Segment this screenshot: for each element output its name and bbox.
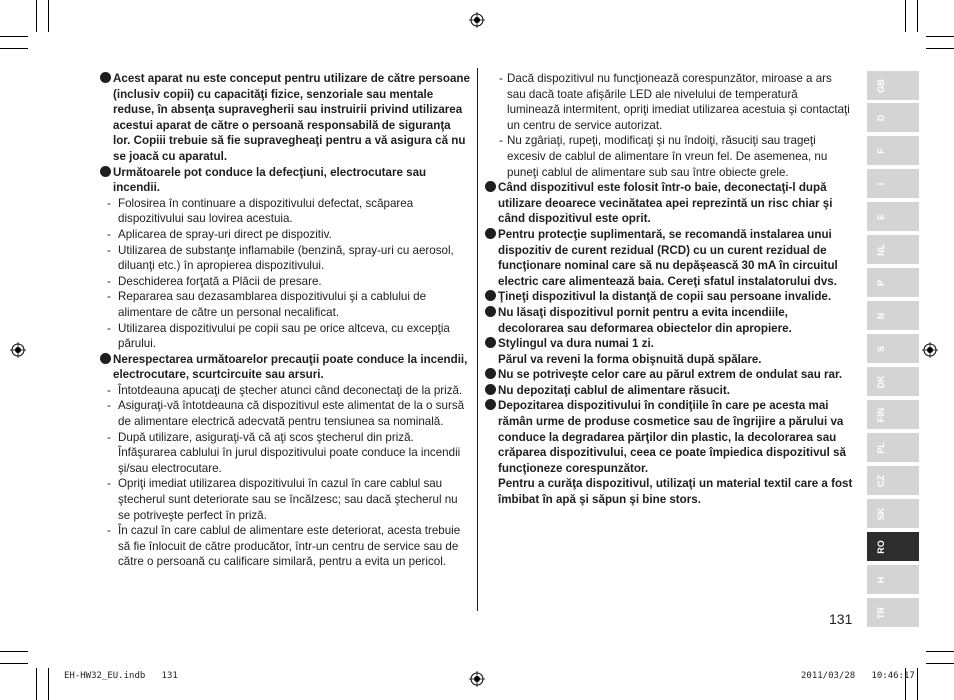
dash-marker: - xyxy=(107,430,111,444)
bullet-icon xyxy=(485,368,496,379)
crop-mark xyxy=(926,663,954,664)
bullet-paragraph xyxy=(485,180,853,227)
language-tab xyxy=(867,103,919,132)
bullet-text: Nu lăsaţi dispozitivul pornit pentru a evita incendiile, decolorarea sau deformarea obiectelor din apropiere. xyxy=(498,305,792,335)
dash-marker: - xyxy=(107,399,111,413)
language-tab xyxy=(867,499,919,528)
language-tab xyxy=(867,433,919,462)
dash-text: După utilizare, asiguraţi-vă că aţi scos ştecherul din priză. Înfăşurarea cablului în jurul dispozitivului poate conduce la incendii şi/sau electrocutare. xyxy=(118,430,461,475)
dash-marker: - xyxy=(499,72,503,85)
language-tab xyxy=(867,598,919,627)
dash-item xyxy=(492,71,853,133)
footer-time: 10:46:17 xyxy=(871,671,915,681)
bullet-icon xyxy=(485,306,496,317)
registration-mark-icon xyxy=(922,342,938,358)
bullet-paragraph xyxy=(100,165,470,196)
dash-text: Asiguraţi-vă întotdeauna că dispozitivul este alimentat de la o sursă de alimentare electrică adecvată pentru tensiunea sa nominală. xyxy=(118,399,465,429)
bullet-text: Nu depozitaţi cablul de alimentare răsucit. xyxy=(498,383,730,397)
language-tab-label: I xyxy=(876,182,886,185)
crop-mark xyxy=(48,0,49,32)
crop-mark xyxy=(0,663,28,664)
bullet-text: Pentru protecţie suplimentară, se recomandă instalarea unui dispozitiv de curent rezidual (RCD) cu un curent rezidual de funcţionare nominal care să nu depăşească 30 mA în circuitul electric care alimentează baia. Cereţi sfatul instalatorului dvs. xyxy=(498,227,838,288)
bullet-text: Nu se potriveşte celor care au părul extrem de ondulat sau rar. xyxy=(498,368,843,382)
bullet-icon xyxy=(100,166,111,177)
crop-mark xyxy=(926,651,954,652)
crop-mark xyxy=(905,0,906,32)
bullet-paragraph xyxy=(485,305,853,336)
dash-marker: - xyxy=(499,134,503,148)
language-tab-label: FIN xyxy=(876,407,886,422)
registration-mark-icon xyxy=(10,342,26,358)
dash-marker: - xyxy=(107,383,111,397)
language-tab xyxy=(867,334,919,363)
bullet-icon xyxy=(485,181,496,192)
language-tab-label: F xyxy=(876,147,886,154)
crop-mark xyxy=(926,36,954,37)
continuation-paragraph xyxy=(485,476,853,507)
registration-mark-icon xyxy=(469,671,485,687)
language-tab-label: NL xyxy=(876,243,886,256)
dash-item xyxy=(107,274,470,290)
left-column xyxy=(100,71,470,570)
dash-item xyxy=(107,476,470,523)
bullet-text: Nerespectarea următoarelor precauţii poate conduce la incendii, electrocutare, scurtcircuite sau arsuri. xyxy=(113,352,468,382)
crop-mark xyxy=(0,36,28,37)
language-tab xyxy=(867,71,919,100)
dash-marker: - xyxy=(107,274,111,288)
bullet-paragraph xyxy=(485,367,853,383)
footer-file-page: 131 xyxy=(161,671,178,681)
language-tab xyxy=(867,367,919,396)
bullet-icon xyxy=(100,72,111,83)
bullet-paragraph xyxy=(485,398,853,476)
dash-item xyxy=(107,398,470,429)
language-tab xyxy=(867,202,919,231)
bullet-text: Când dispozitivul este folosit într-o baie, deconectaţi-l după utilizare deoarece vecinătatea apei reprezintă un risc chiar şi când dispozitivul este oprit. xyxy=(498,181,833,226)
dash-marker: - xyxy=(107,524,111,538)
language-tab-label: D xyxy=(876,114,886,121)
language-tab xyxy=(867,565,919,594)
language-tab-label: H xyxy=(876,576,886,583)
dash-text: Opriţi imediat utilizarea dispozitivului în cazul în care cablul sau ştecherul sunt deteriorate sau se încălzesc; sau dacă ştecherul nu se potriveşte perfect în priză. xyxy=(118,477,458,522)
crop-mark xyxy=(0,651,28,652)
bullet-text: Stylingul va dura numai 1 zi. xyxy=(498,337,654,351)
language-tab-label: GB xyxy=(876,78,886,93)
dash-item xyxy=(107,243,470,274)
dash-text: Nu zgâriaţi, rupeţi, modificaţi şi nu îndoiţi, răsuciţi sau trageţi excesiv de cablul de alimentare în vreun fel. De asemenea, nu puneţi cablul de alimentare sub sau între obiecte grele. xyxy=(507,134,828,179)
bullet-icon xyxy=(485,337,496,348)
crop-mark xyxy=(917,668,918,700)
right-column xyxy=(485,71,853,508)
dash-text: Utilizarea de substanţe inflamabile (benzină, spray-uri cu aerosol, diluanţi etc.) în apropierea dispozitivului. xyxy=(118,243,454,273)
dash-text: Dacă dispozitivul nu funcţionează corespunzător, miroase a ars sau dacă toate afişările LED ale nivelului de temperatură luminează intermitent, opriţi imediat utilizarea acestuia şi contactaţi un centru de service autorizat. xyxy=(507,72,850,132)
footer-file xyxy=(64,671,178,681)
dash-marker: - xyxy=(107,477,111,491)
continuation-paragraph xyxy=(485,352,853,368)
bullet-paragraph xyxy=(100,71,470,165)
dash-item xyxy=(107,430,470,477)
bullet-paragraph xyxy=(485,383,853,399)
language-tab-label: PL xyxy=(876,441,886,454)
footer-timestamp xyxy=(801,671,915,681)
language-tab xyxy=(867,268,919,297)
language-tab-label: E xyxy=(876,213,886,220)
paragraph-text: Părul va reveni la forma obişnuită după spălare. xyxy=(498,352,762,366)
dash-marker: - xyxy=(107,196,111,210)
language-tab-label: CZ xyxy=(876,474,886,487)
dash-marker: - xyxy=(107,243,111,257)
dash-marker: - xyxy=(107,227,111,241)
language-tab-label: DK xyxy=(876,375,886,388)
dash-text: Utilizarea dispozitivului pe copii sau pe orice altceva, cu excepţia părului. xyxy=(118,321,450,351)
dash-text: În cazul în care cablul de alimentare este deteriorat, acesta trebuie să fie înlocuit de către producător, într-un centru de service sau de către o persoană cu calificare similară, pentru a evita un pericol. xyxy=(118,524,461,569)
bullet-icon xyxy=(485,399,496,410)
bullet-icon xyxy=(100,353,111,364)
dash-item xyxy=(107,196,470,227)
bullet-text: Ţineţi dispozitivul la distanţă de copii sau persoane invalide. xyxy=(498,290,832,304)
language-tab-label: N xyxy=(876,312,886,319)
dash-item xyxy=(492,133,853,180)
crop-mark xyxy=(926,48,954,49)
registration-mark-icon xyxy=(469,12,485,28)
language-tab xyxy=(867,466,919,495)
bullet-text: Următoarele pot conduce la defecţiuni, electrocutare sau incendii. xyxy=(113,165,427,195)
language-tab-label: P xyxy=(876,279,886,286)
bullet-text: Depozitarea dispozitivului în condiţiile în care pe acesta mai rămân urme de produse cosmetice sau de îngrijire a părului va conduce la degradarea părţilor din plastic, la decolorarea sau crăparea dispozitivului, ceea ce poate împiedica dispozitivul să funcţioneze corespunzător. xyxy=(498,399,846,475)
dash-text: Întotdeauna apucaţi de ştecher atunci când deconectaţi de la priză. xyxy=(118,383,463,397)
dash-item xyxy=(107,383,470,399)
footer-filename: EH-HW32_EU.indb xyxy=(64,671,146,681)
language-tab-label: SK xyxy=(876,507,886,520)
paragraph-text: Pentru a curăţa dispozitivul, utilizaţi un material textil care a fost îmbibat în apă şi săpun şi bine stors. xyxy=(498,477,853,507)
bullet-paragraph xyxy=(100,352,470,383)
dash-text: Deschiderea forţată a Plăcii de presare. xyxy=(118,274,322,288)
dash-marker: - xyxy=(107,290,111,304)
language-tab xyxy=(867,136,919,165)
crop-mark xyxy=(917,0,918,32)
language-tab xyxy=(867,400,919,429)
language-tab-label: TR xyxy=(876,606,886,619)
crop-mark xyxy=(48,668,49,700)
language-tab xyxy=(867,532,919,561)
footer-date: 2011/03/28 xyxy=(801,671,856,681)
language-tab xyxy=(867,235,919,264)
language-tab xyxy=(867,301,919,330)
crop-mark xyxy=(0,48,28,49)
bullet-paragraph xyxy=(485,289,853,305)
dash-item xyxy=(107,227,470,243)
language-tab-label: RO xyxy=(876,539,886,554)
crop-mark xyxy=(36,0,37,32)
crop-mark xyxy=(36,668,37,700)
bullet-paragraph xyxy=(485,227,853,289)
dash-item xyxy=(107,523,470,570)
bullet-icon xyxy=(485,290,496,301)
language-tab-label: S xyxy=(876,345,886,352)
bullet-paragraph xyxy=(485,336,853,352)
bullet-icon xyxy=(485,384,496,395)
bullet-icon xyxy=(485,228,496,239)
language-tab xyxy=(867,169,919,198)
dash-text: Aplicarea de spray-uri direct pe dispozitiv. xyxy=(118,227,332,241)
dash-marker: - xyxy=(107,321,111,335)
page-number: 131 xyxy=(829,611,853,627)
bullet-text: Acest aparat nu este conceput pentru utilizare de către persoane (inclusiv copii) cu capacităţi fizice, senzoriale sau mentale reduse, în absenţa supravegherii sau instruirii privind utilizarea acestui aparat de către o persoană responsabilă de siguranţa lor. Copiii trebuie să fie supravegheaţi pentru a vă asigura că nu se joacă cu aparatul. xyxy=(113,72,470,163)
dash-text: Folosirea în continuare a dispozitivului defectat, scăparea dispozitivului sau lovirea acestuia. xyxy=(118,196,414,226)
dash-item xyxy=(107,321,470,352)
dash-text: Repararea sau dezasamblarea dispozitivului şi a cablului de alimentare de către un personal necalificat. xyxy=(118,290,427,319)
column-divider xyxy=(477,68,478,611)
dash-item xyxy=(107,289,470,320)
